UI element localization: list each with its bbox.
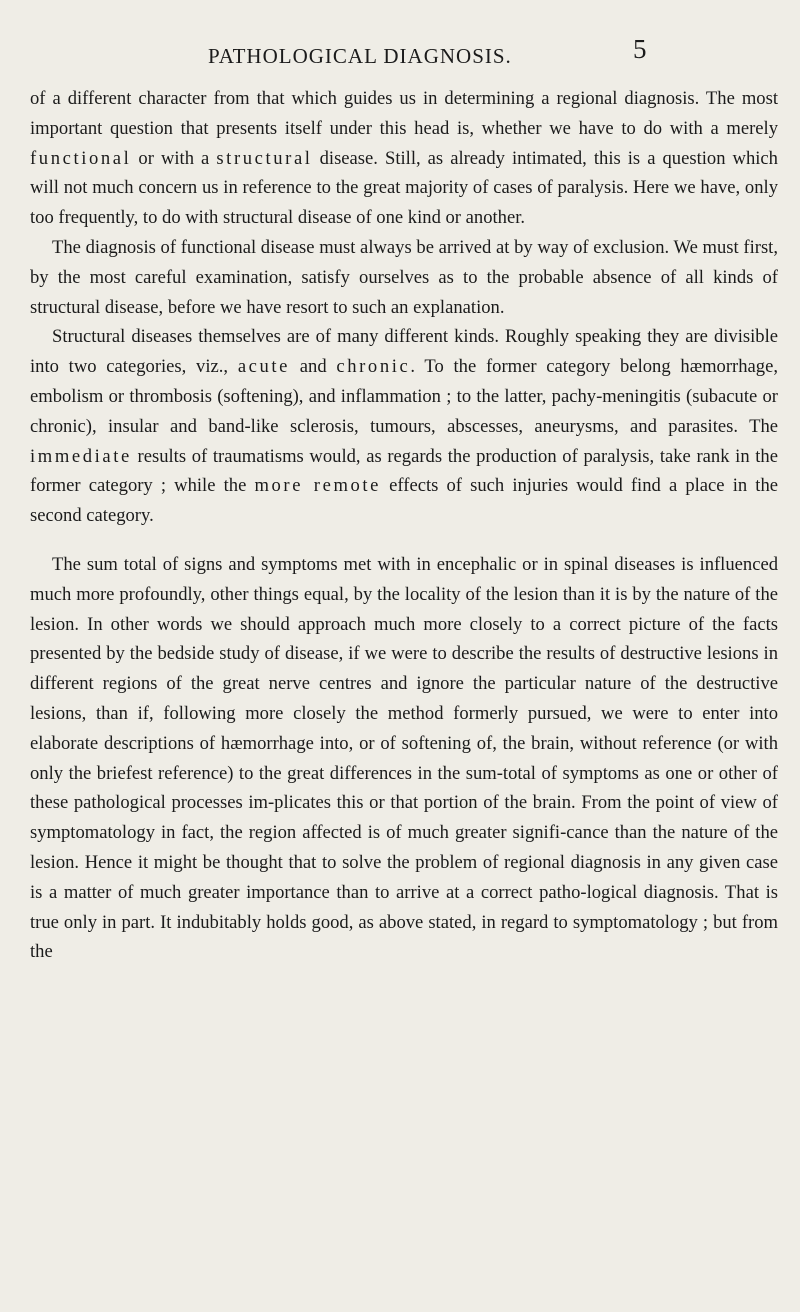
body-text — [30, 84, 778, 967]
emphasis-text: functional — [30, 147, 132, 169]
text-run: results of traumatisms would, as regards the production of paralysis, take rank in the former category ; while the — [30, 445, 778, 497]
text-run: The sum total of signs and symptoms met with in encephalic or in spinal diseases is influenced much more profoundly, other things equal, by the locality of the lesion than it is by the nature of the lesion. In other words we should approach much more closely to a correct picture of the facts presented by the bedside study of disease, if we were to describe the results of destructive lesions in different regions of the great nerve centres and ignore the particular nature of the destructive lesions, than if, following more closely the method formerly pursued, we were to enter into elaborate descriptions of hæmorrhage into, or of softening of, the brain, without reference (or with only the briefest reference) to the great differences in the sum-total of symptoms as one or other of these pathological processes im-plicates this or that portion of the brain. From the point of view of symptomatology in fact, the region affected is of much greater signifi-cance than the nature of the lesion. Hence it might be thought that to solve the problem of regional diagnosis in any given case is a matter of much greater importance than to arrive at a correct patho-logical diagnosis. That is true only in part. It indubitably holds good, as above stated, in regard to symptomatology ; but from the — [30, 553, 778, 963]
running-head: PATHOLOGICAL DIAGNOSIS. — [208, 44, 512, 68]
text-run: of a different character from that which guides us in determining a regional diagnosis. The most important question that presents itself under this head is, whether we have to do with a merely — [30, 88, 778, 139]
text-run: or with a — [131, 147, 217, 169]
paragraph-4 — [30, 550, 778, 967]
emphasis-text: immediate — [30, 445, 132, 467]
emphasis-text: more remote — [254, 475, 382, 497]
page-header — [0, 34, 800, 74]
paragraph-2 — [30, 233, 778, 322]
paragraph-1 — [30, 84, 778, 233]
text-run: and — [290, 356, 337, 378]
text-run: effects of such injuries would find a place in the second category. — [30, 475, 779, 527]
text-run: The diagnosis of functional disease must always be arrived at by way of exclusion. We must first, by the most careful examination, satisfy ourselves as to the probable absence of all kinds of structural disease, before we have resort to such an explanation. — [30, 236, 778, 318]
page-number: 5 — [633, 34, 647, 64]
paragraph-3 — [30, 322, 778, 531]
text-run: . To the former category belong hæmorrhage, embolism or thrombosis (softening), and inflammation ; to the latter, pachy-meningitis (subacute or chronic), insular and band-like sclerosis, tumours, abscesses, aneurysms, and parasites. The — [30, 356, 778, 437]
text-run: Structural diseases themselves are of many different kinds. Roughly speaking they are divisible into two categories, viz., — [30, 326, 778, 378]
emphasis-text: chronic — [336, 356, 411, 378]
text-run: disease. Still, as already intimated, this is a question which will not much concern us in reference to the great majority of cases of paralysis. Here we have, only too frequently, to do with structural disease of one kind or another. — [30, 147, 778, 229]
emphasis-text: acute — [237, 356, 291, 378]
emphasis-text: structural — [216, 147, 313, 169]
